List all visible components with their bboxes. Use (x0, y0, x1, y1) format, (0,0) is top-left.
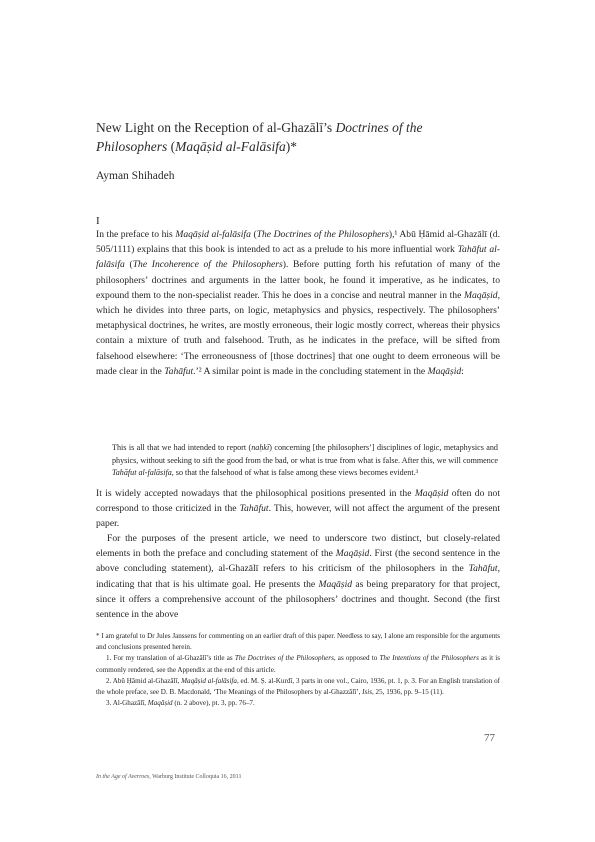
footnotes (96, 631, 500, 709)
block-quote: This is all that we had intended to report (naḥkī) concerning [the philosophers’] disciplines of logic, metaphysics and physics, without seeking to sift the good from the bad, or what is true from what is false. After this, we will commence Tahāfut al-falāsifa, so that the falsehood of what is false among these views becomes evident.³ (112, 443, 498, 478)
footnote-2: 2. Abū Ḥāmid al-Ghazālī, Maqāṣid al-falāsifa, ed. M. Ṣ. al-Kurdī, 3 parts in one vol., Cairo, 1936, pt. 1, p. 3. For an English translation of the whole preface, see D. B. Macdonald, ‘The Meanings of the Philosophers by al-Ghazzālī’, Isis, 25, 1936, pp. 9–15 (11). (96, 676, 500, 697)
footnote-3: 3. Al-Ghazālī, Maqāṣid (n. 2 above), pt. 3, pp. 76–7. (106, 699, 255, 708)
footnote-1: 1. For my translation of al-Ghazālī’s title as The Doctrines of the Philosophers, as opposed to The Intentions of the Philosophers as it is commonly rendered, see the Appendix at the end of this article. (96, 654, 500, 674)
section-number: I (96, 215, 100, 227)
body-paragraph-2: It is widely accepted nowadays that the philosophical positions presented in the Maqāṣid often do not correspond to those criticized in the Tahāfut. This, however, will not affect the argument of the present paper. (96, 488, 500, 530)
footnote-star: * I am grateful to Dr Jules Janssens for commenting on an earlier draft of this paper. Needless to say, I alone am responsible for the arguments and conclusions presented herein. (96, 632, 500, 652)
body-paragraph-1: In the preface to his Maqāṣid al-falāsifa (The Doctrines of the Philosophers),¹ Abū Ḥāmid al-Ghazālī (d. 505/1111) explains that this book is intended to act as a prelude to his more influential work Tahāfut al-falāsifa (The Incoherence of the Philosophers). Before putting forth his refutation of many of the philosophers’ doctrines and arguments in the latter book, he found it imperative, as he indicates, to expound them to the non-specialist reader. This he does in a concise and neutral manner in the Maqāṣid, which he divides into three parts, on logic, metaphysics and physics, respectively. The philosophers’ metaphysical doctrines, he writes, are mostly erroneous, their logic mostly correct, whereas their physics contain a mixture of truth and falsehood. Truth, as he indicates in the preface, will be sifted from falsehood elsewhere: ‘The erroneousness of [those doctrines] that one ought to deem erroneous will be made clear in the Tahāfut.’² A similar point is made in the concluding statement in the Maqāṣid: (96, 229, 500, 377)
footer-citation: In the Age of Averroes, Warburg Institute Colloquia 16, 2011 (96, 774, 242, 780)
article-title: New Light on the Reception of al-Ghazālī’s Doctrines of the Philosophers (Maqāṣid al-Falāsifa)* (96, 120, 423, 154)
page-number: 77 (484, 732, 495, 744)
body-paragraph-3: For the purposes of the present article, we need to underscore two distinct, but closely-related elements in both the preface and concluding statement of the Maqāṣid. First (the second sentence in the above concluding statement), al-Ghazālī refers to his criticism of the philosophers in the Tahāfut, indicating that that is his ultimate goal. He presents the Maqāṣid as being preparatory for that project, since it offers a comprehensive account of the philosophers’ doctrines and thought. Second (the first sentence in the above (96, 533, 500, 621)
author-name: Ayman Shihadeh (96, 170, 175, 182)
